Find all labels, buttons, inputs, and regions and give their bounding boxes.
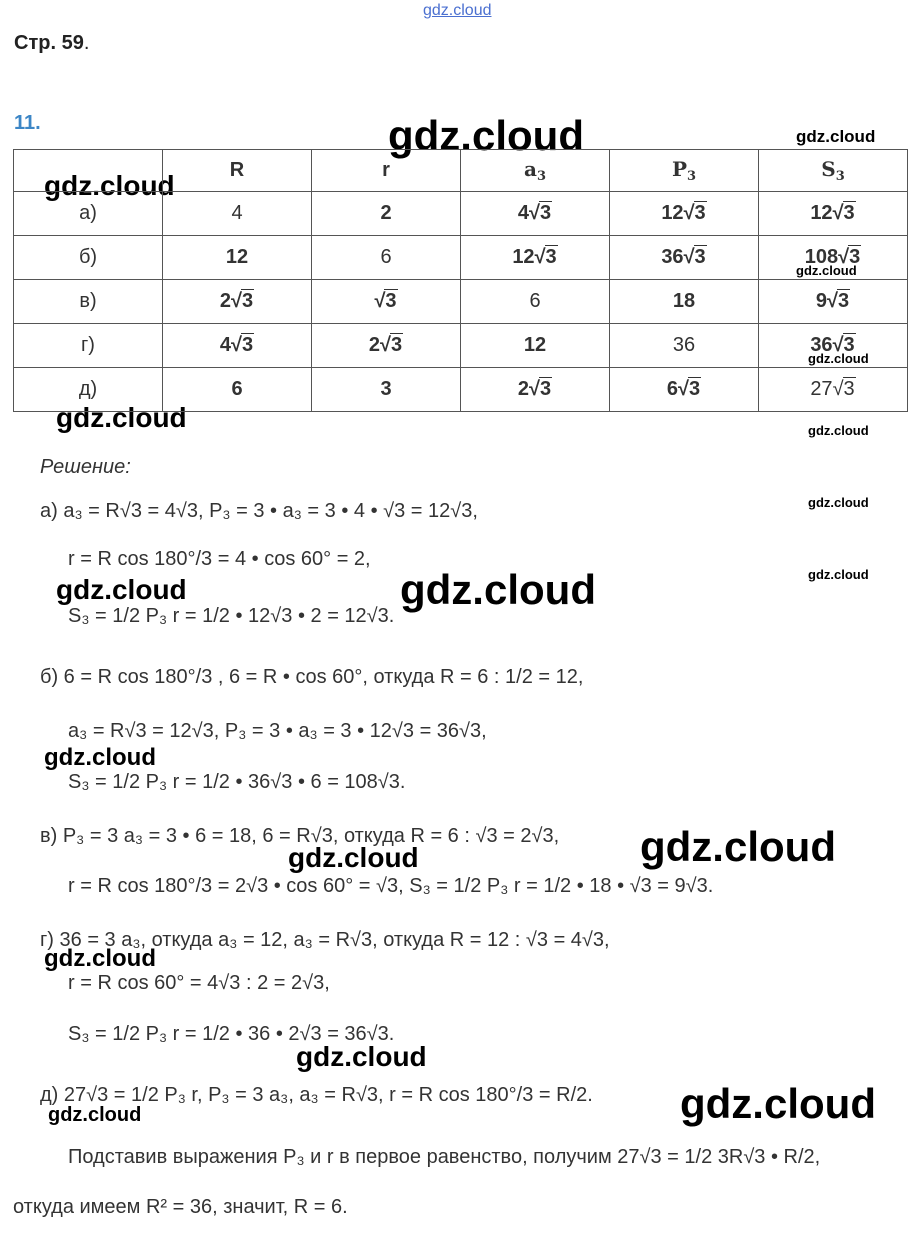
table-row (14, 324, 908, 368)
cell-a3: 2√3 (461, 368, 610, 412)
task-number: 11. (14, 112, 41, 134)
row-label: г) (14, 324, 163, 368)
solution-line-d1: д) 27√3 = 1/2 P₃ r, P₃ = 3 a₃, a₃ = R√3, r = R cos 180°/3 = R/2. (40, 1084, 593, 1106)
row-label: б) (14, 236, 163, 280)
solution-title: Решение: (40, 456, 131, 478)
solution-line-v1: в) P₃ = 3 a₃ = 3 • 6 = 18, 6 = R√3, откуда R = 6 : √3 = 2√3, (40, 825, 560, 847)
cell-S3: 12√3 (759, 192, 908, 236)
cell-S3: 36√3 (759, 324, 908, 368)
watermark: gdz.cloud (44, 170, 175, 201)
watermark: gdz.cloud (808, 495, 869, 510)
solution-line-b1: б) 6 = R cos 180°/3 , 6 = R • cos 60°, откуда R = 6 : 1/2 = 12, (40, 666, 584, 688)
header-cell-R: R (163, 150, 312, 192)
cell-S3: 108√3 (759, 236, 908, 280)
watermark: gdz.cloud (48, 1104, 142, 1126)
solution-line-g3: S₃ = 1/2 P₃ r = 1/2 • 36 • 2√3 = 36√3. (68, 1023, 395, 1045)
cell-r: 3 (312, 368, 461, 412)
row-label: д) (14, 368, 163, 412)
watermark: gdz.cloud (808, 351, 869, 366)
cell-P3: 36√3 (610, 236, 759, 280)
watermark: gdz.cloud (388, 112, 584, 159)
cell-R: 12 (163, 236, 312, 280)
header-cell-r: r (312, 150, 461, 192)
watermark: gdz.cloud (796, 127, 876, 146)
cell-S3: 9√3 (759, 280, 908, 324)
cell-P3: 12√3 (610, 192, 759, 236)
watermark-top[interactable]: gdz.cloud (423, 2, 492, 19)
header-cell-a3: $a_3$ (461, 150, 610, 192)
table-row (14, 280, 908, 324)
header-cell-P3: $P_3$ (610, 150, 759, 192)
watermark: gdz.cloud (680, 1080, 876, 1127)
table-header-row (14, 150, 908, 192)
row-label: в) (14, 280, 163, 324)
solution-line-v2: r = R cos 180°/3 = 2√3 • cos 60° = √3, S₃ = 1/2 P₃ r = 1/2 • 18 • √3 = 9√3. (68, 875, 714, 897)
header-cell-S3: $S_3$ (759, 150, 908, 192)
solution-line-d2: Подставив выражения P₃ и r в первое равенство, получим 27√3 = 1/2 3R√3 • R/2, (68, 1146, 821, 1168)
solution-line-d3: откуда имеем R² = 36, значит, R = 6. (13, 1196, 348, 1218)
solution-line-b3: S₃ = 1/2 P₃ r = 1/2 • 36√3 • 6 = 108√3. (68, 771, 406, 793)
solution-line-g2: r = R cos 60° = 4√3 : 2 = 2√3, (68, 972, 330, 994)
cell-r: √3 (312, 280, 461, 324)
watermark: gdz.cloud (288, 842, 419, 873)
table-row (14, 192, 908, 236)
watermark: gdz.cloud (796, 263, 857, 278)
cell-R: 2√3 (163, 280, 312, 324)
watermark: gdz.cloud (808, 423, 869, 438)
answer-table (13, 149, 908, 412)
page-number: Стр. 59. (14, 32, 90, 54)
cell-P3: 18 (610, 280, 759, 324)
watermark: gdz.cloud (44, 945, 156, 972)
solution-line-a3: S₃ = 1/2 P₃ r = 1/2 • 12√3 • 2 = 12√3. (68, 605, 395, 627)
solution-line-a1: а) a₃ = R√3 = 4√3, P₃ = 3 • a₃ = 3 • 4 • √3 = 12√3, (40, 500, 478, 522)
table-row (14, 368, 908, 412)
table-row (14, 236, 908, 280)
header-cell (14, 150, 163, 192)
solution-line-a2: r = R cos 180°/3 = 4 • cos 60° = 2, (68, 548, 371, 570)
cell-R: 6 (163, 368, 312, 412)
row-label: а) (14, 192, 163, 236)
cell-R: 4 (163, 192, 312, 236)
watermark: gdz.cloud (400, 566, 596, 613)
cell-P3: 6√3 (610, 368, 759, 412)
cell-r: 6 (312, 236, 461, 280)
cell-R: 4√3 (163, 324, 312, 368)
watermark: gdz.cloud (640, 823, 836, 870)
cell-r: 2 (312, 192, 461, 236)
solution-line-b2: a₃ = R√3 = 12√3, P₃ = 3 • a₃ = 3 • 12√3 = 36√3, (68, 720, 487, 742)
cell-a3: 12 (461, 324, 610, 368)
watermark: gdz.cloud (56, 402, 187, 433)
cell-a3: 6 (461, 280, 610, 324)
watermark: gdz.cloud (56, 574, 187, 605)
solution-line-g1: г) 36 = 3 a₃, откуда a₃ = 12, a₃ = R√3, откуда R = 12 : √3 = 4√3, (40, 929, 610, 951)
cell-P3: 36 (610, 324, 759, 368)
watermark: gdz.cloud (808, 567, 869, 582)
cell-S3: 27√3 (759, 368, 908, 412)
watermark: gdz.cloud (44, 744, 156, 771)
cell-r: 2√3 (312, 324, 461, 368)
cell-a3: 12√3 (461, 236, 610, 280)
watermark: gdz.cloud (296, 1041, 427, 1072)
cell-a3: 4√3 (461, 192, 610, 236)
